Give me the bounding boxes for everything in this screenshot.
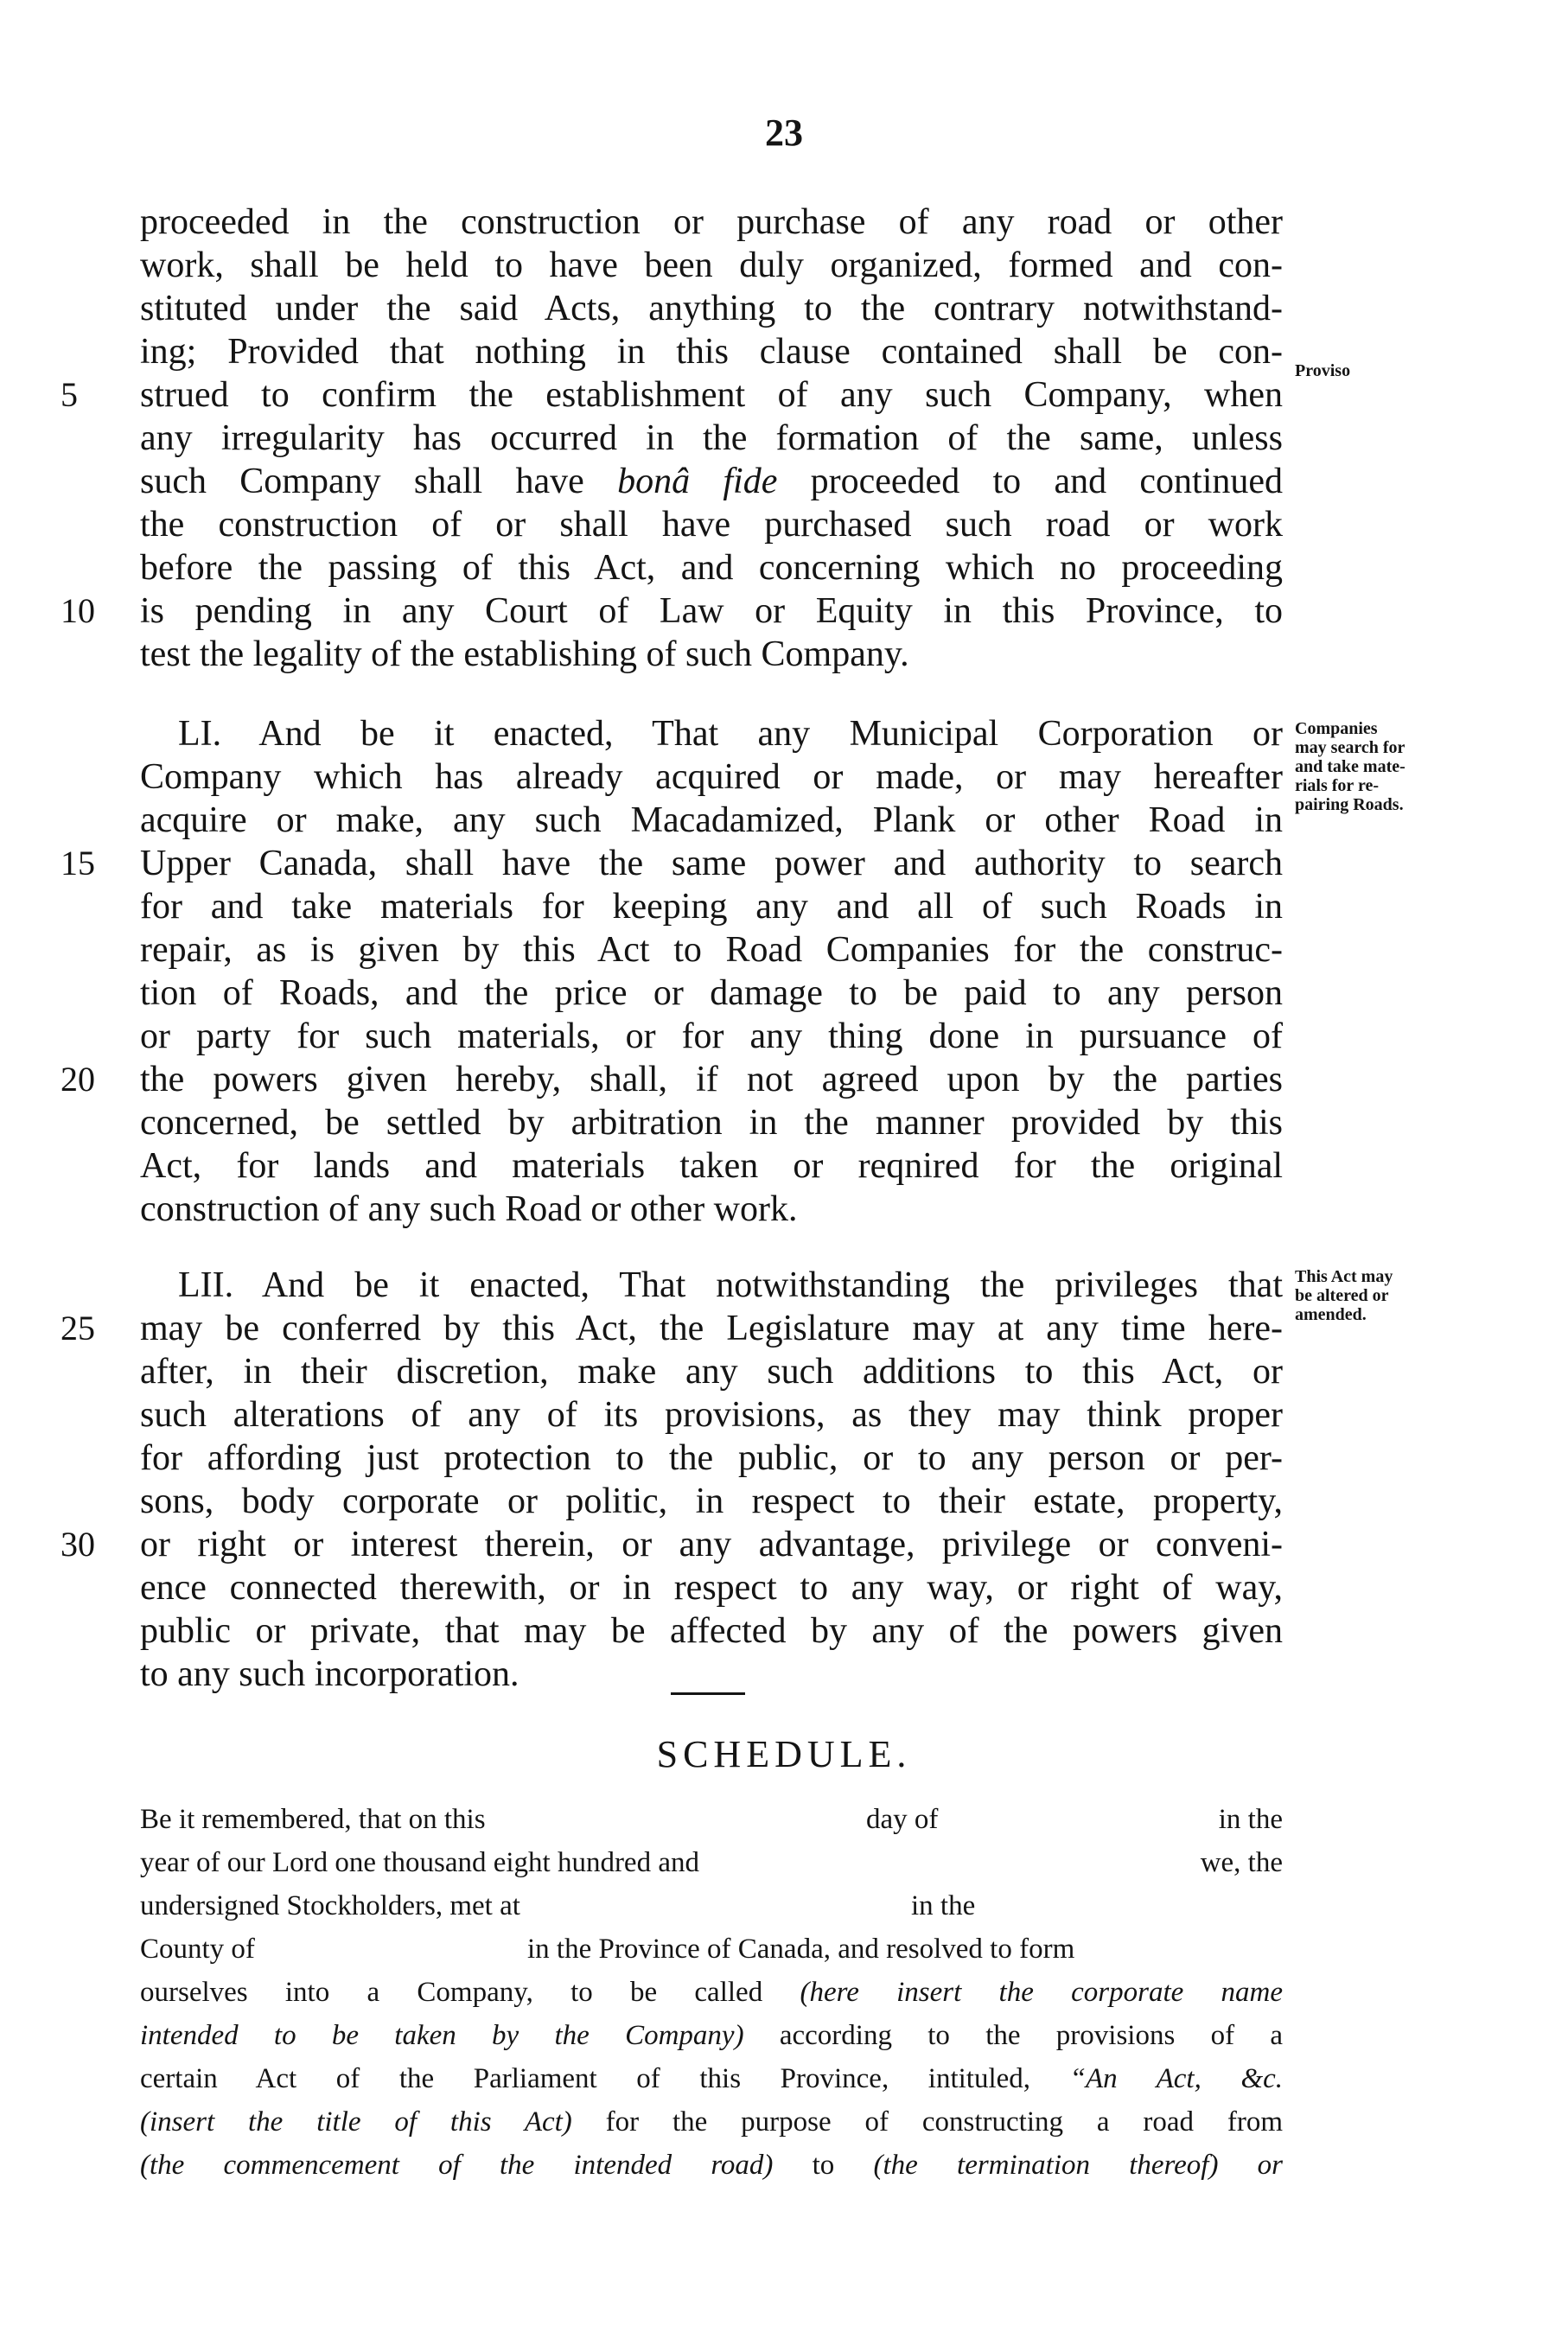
margin-note-line: amended. (1295, 1305, 1367, 1324)
line-number: 15 (61, 844, 95, 882)
text-line: Upper Canada, shall have the same power and authority to search (140, 844, 1283, 883)
text-line: for affording just protection to the public, or to any person or per- (140, 1438, 1283, 1478)
text-line: tion of Roads, and the price or damage to be paid to any person (140, 973, 1283, 1013)
schedule-line (140, 2100, 1283, 2144)
margin-note-line: Proviso (1295, 361, 1351, 380)
schedule-instruction: (the commencement of the intended road) (140, 2150, 774, 2181)
text-line: work, shall be held to have been duly organized, formed and con- (140, 245, 1283, 285)
margin-note-line: Companies (1295, 719, 1378, 738)
margin-note-line: and take mate- (1295, 757, 1405, 776)
schedule-text: certain Act of the Parliament of this Province, intituled, (140, 2063, 1031, 2094)
margin-note-line: pairing Roads. (1295, 795, 1404, 814)
schedule-act-title: “An Act, &c. (1069, 2063, 1284, 2094)
margin-note-line: be altered or (1295, 1286, 1389, 1305)
schedule-text: according to the provisions of a (779, 2020, 1284, 2051)
schedule-text: year of our Lord one thousand eight hundred and (140, 1847, 699, 1878)
schedule-title: SCHEDULE. (656, 1733, 912, 1775)
schedule-line (140, 2057, 1283, 2100)
schedule-text: Be it remembered, that on this (140, 1804, 486, 1835)
schedule-text: in the Province of Canada, and resolved to form (527, 1934, 1075, 1965)
margin-note-proviso (1295, 361, 1554, 380)
schedule-instruction: (the termination thereof) (873, 2150, 1219, 2181)
schedule-text: day of (866, 1804, 939, 1835)
text-line: is pending in any Court of Law or Equity in this Province, to (140, 591, 1283, 631)
text-line: any irregularity has occurred in the formation of the same, unless (140, 418, 1283, 458)
text-line: sons, body corporate or politic, in respect to their estate, property, (140, 1481, 1283, 1521)
text-line: test the legality of the establishing of such Company. (140, 634, 909, 674)
text-line: the construction of or shall have purchased such road or work (140, 505, 1283, 545)
text-line: acquire or make, any such Macadamized, Plank or other Road in (140, 800, 1283, 840)
text-line: ence connected therewith, or in respect to any way, or right of way, (140, 1568, 1283, 1608)
text-line: proceeded in the construction or purchase of any road or other (140, 202, 1283, 242)
text-line: strued to confirm the establishment of any such Company, when (140, 375, 1283, 415)
schedule-text: in the (1218, 1804, 1283, 1835)
schedule-instruction: (here insert the corporate name (800, 1977, 1284, 2008)
margin-note-line: rials for re- (1295, 776, 1380, 795)
text-line: or party for such materials, or for any thing done in pursuance of (140, 1016, 1283, 1056)
text-line: the powers given hereby, shall, if not agreed upon by the parties (140, 1060, 1283, 1099)
text-line: Act, for lands and materials taken or reqnired for the original (140, 1146, 1283, 1186)
latin-phrase: bonâ fide (617, 462, 778, 501)
text-line: construction of any such Road or other work. (140, 1189, 798, 1229)
text-line (140, 460, 1283, 503)
text-line: such alterations of any of its provisions, as they may think proper (140, 1395, 1283, 1435)
schedule-text: undersigned Stockholders, met at (140, 1890, 520, 1921)
text-line: Company which has already acquired or made, or may hereafter (140, 757, 1283, 797)
margin-note-line: This Act may (1295, 1267, 1393, 1286)
text-line: to any such incorporation. (140, 1654, 519, 1694)
schedule-text: for the purpose of constructing a road from (605, 2106, 1284, 2138)
line-number: 25 (61, 1309, 95, 1348)
schedule-line (140, 2014, 1283, 2057)
text-line: after, in their discretion, make any such additions to this Act, or (140, 1352, 1283, 1392)
text-line: before the passing of this Act, and concerning which no proceeding (140, 548, 1283, 588)
text-line: repair, as is given by this Act to Road Companies for the construc- (140, 930, 1283, 970)
text-line: or right or interest therein, or any advantage, privilege or conveni- (140, 1525, 1283, 1564)
text-line: public or private, that may be affected by any of the powers given (140, 1611, 1283, 1651)
schedule-text: in the (911, 1890, 976, 1921)
margin-note-line: may search for (1295, 738, 1405, 757)
section-divider (671, 1692, 745, 1695)
schedule-line (140, 2144, 1283, 2187)
page-number: 23 (765, 112, 803, 154)
text-span: such Company shall have (140, 462, 618, 501)
schedule-instruction: (insert the title of this Act) (140, 2106, 572, 2138)
schedule-text: County of (140, 1934, 255, 1965)
schedule-text: to (812, 2150, 835, 2181)
schedule-text: we, the (1200, 1847, 1283, 1878)
line-number: 5 (61, 375, 78, 414)
schedule-text: or (1257, 2150, 1283, 2181)
line-number: 20 (61, 1060, 95, 1099)
schedule-instruction: intended to be taken by the Company) (140, 2020, 744, 2051)
text-span: proceeded to and continued (777, 462, 1284, 501)
schedule-text: ourselves into a Company, to be called (140, 1977, 763, 2008)
line-number: 10 (61, 591, 95, 630)
text-line: stituted under the said Acts, anything to the contrary notwithstand- (140, 289, 1283, 328)
text-line: for and take materials for keeping any and all of such Roads in (140, 887, 1283, 927)
margin-note-amendment (1295, 1267, 1554, 1324)
margin-note-companies (1295, 719, 1554, 814)
section-heading-line: LII. And be it enacted, That notwithstanding the privileges that (178, 1265, 1283, 1305)
schedule-line (140, 1971, 1283, 2014)
text-line: ing; Provided that nothing in this clause contained shall be con- (140, 332, 1283, 372)
text-line: may be conferred by this Act, the Legislature may at any time here- (140, 1309, 1283, 1348)
line-number: 30 (61, 1525, 95, 1564)
section-heading-line: LI. And be it enacted, That any Municipal Corporation or (178, 714, 1283, 754)
text-line: concerned, be settled by arbitration in the manner provided by this (140, 1103, 1283, 1143)
